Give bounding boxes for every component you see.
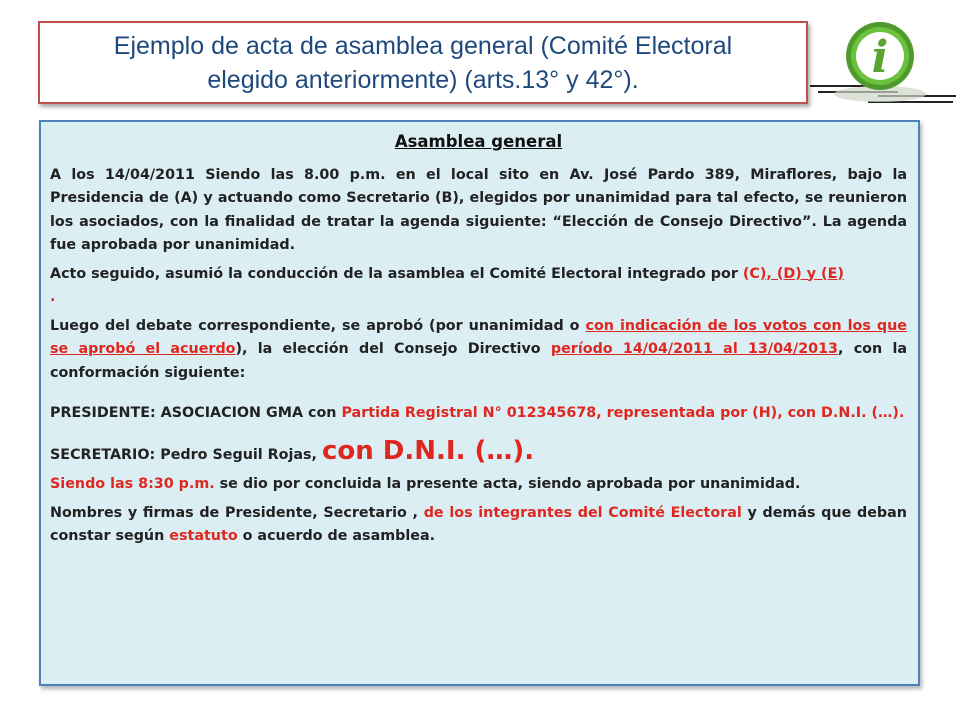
eleccion-text-c: , con la conformación siguiente: (50, 341, 907, 381)
comite-members-b: ), (D) y (E) (759, 265, 844, 282)
firmas-estatuto: estatuto (169, 528, 238, 544)
paragraph-eleccion (50, 315, 907, 386)
title-line-1: Ejemplo de acta de asamblea general (Comité Electoral (113, 31, 733, 60)
info-icon-letter: i (871, 32, 889, 83)
firmas-text-a: Nombres y firmas de Presidente, Secretario , (50, 504, 424, 521)
paragraph-secretario (50, 436, 907, 468)
presidente-text: PRESIDENTE: ASOCIACION GMA con (50, 405, 342, 421)
eleccion-text-b: ), la elección del Consejo Directivo (235, 341, 551, 357)
paragraph-presidente (50, 402, 907, 426)
secretario-dni: con D.N.I. (…). (321, 435, 535, 466)
info-icon (808, 16, 958, 116)
presidente-partida: Partida Registral N° 012345678, representada por (H), con D.N.I. (…). (341, 405, 905, 421)
eleccion-periodo: período 14/04/2011 al 13/04/2013 (550, 341, 839, 357)
firmas-text-b: y demás que deban constar según (50, 504, 907, 544)
opening-text: A los 14/04/2011 Siendo las 8.00 p.m. en el local sito en Av. José Pardo 389, Miraflores, bajo la Presidencia de (A) y actuando como Secretario (B), elegidos por unanimidad para tal efecto, se reunieron los asociados, con la finalidad de tratar la agenda siguiente: “Elección de Consejo Directivo”. La agenda fue aprobada por unanimidad. (50, 166, 907, 253)
firmas-text-c: o acuerdo de asamblea. (237, 528, 436, 544)
comite-text: Acto seguido, asumió la conducción de la asamblea el Comité Electoral integrado por (50, 265, 743, 282)
comite-members-a: (C (742, 265, 760, 282)
eleccion-text-a: Luego del debate correspondiente, se aprobó (por unanimidad o (50, 317, 586, 334)
paragraph-comite (50, 263, 907, 310)
secretario-text: SECRETARIO: Pedro Seguil Rojas, (50, 446, 322, 463)
eleccion-votos: con indicación de los votos con los que se aprobó el acuerdo (50, 317, 907, 357)
title-line-2: elegido anteriormente) (arts.13° y 42°). (207, 65, 639, 94)
paragraph-cierre (50, 473, 907, 497)
paragraph-opening (50, 164, 907, 258)
paragraph-firmas (50, 502, 907, 549)
document-heading: Asamblea general (394, 132, 563, 151)
firmas-comite: de los integrantes del Comité Electoral (423, 504, 742, 521)
cierre-hora: Siendo las 8:30 p.m. (50, 476, 215, 492)
cierre-text: se dio por concluida la presente acta, siendo aprobada por unanimidad. (214, 476, 801, 492)
comite-members-end: . (50, 289, 56, 305)
slide-title (38, 21, 808, 104)
acta-document (39, 120, 920, 686)
